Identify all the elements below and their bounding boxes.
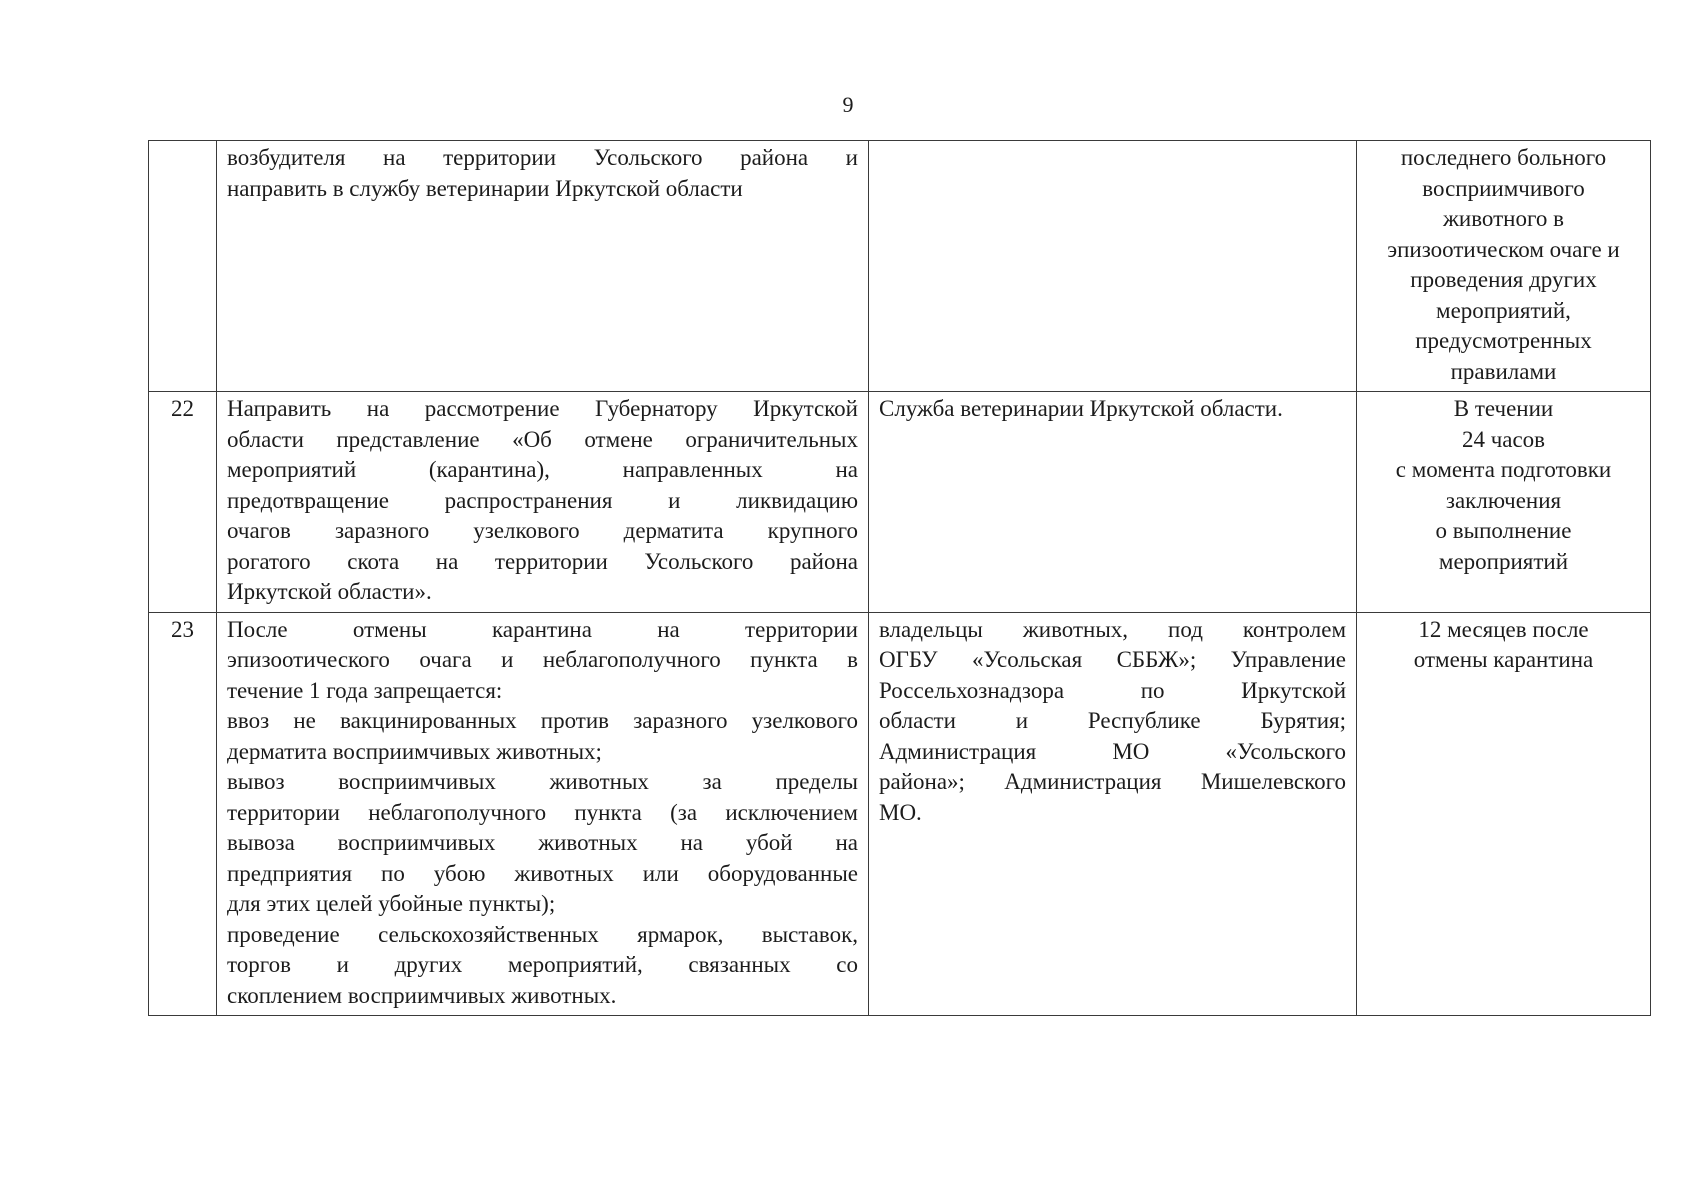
responsible-line: Россельхознадзора по Иркутской: [879, 677, 1346, 703]
responsible-line: области и Республике Бурятия;: [879, 708, 1346, 733]
term-line: предусмотренных: [1415, 328, 1592, 353]
action-line: территории неблагополучного пункта (за исключением: [227, 799, 858, 825]
term-line: 12 месяцев после: [1418, 616, 1589, 642]
row-number-cell: 23: [149, 612, 217, 1016]
responsible-line: ОГБУ «Усольская СББЖ»; Управление: [879, 647, 1346, 672]
action-line: эпизоотического очага и неблагополучного пункта в: [227, 647, 858, 672]
term-line: заключения: [1445, 487, 1562, 513]
term-line: В течении: [1453, 396, 1554, 421]
action-line: рогатого скота на территории Усольского района: [227, 548, 858, 574]
term-cell: [1357, 612, 1651, 1016]
row-number-cell: 22: [149, 392, 217, 613]
term-line: мероприятий: [1438, 548, 1569, 574]
action-line: ввоз не вакцинированных против заразного узелкового: [227, 708, 858, 733]
action-line: возбудителя на территории Усольского района и: [227, 145, 858, 170]
action-line: скоплением восприимчивых животных.: [227, 982, 617, 1008]
page-number: 9: [842, 92, 854, 117]
term-line: 24 часов: [1461, 426, 1546, 452]
responsible-cell: [869, 392, 1357, 613]
table-row-22: [149, 392, 1651, 613]
action-line: предприятия по убою животных или оборудованные: [227, 860, 858, 886]
action-line: вывоз восприимчивых животных за пределы: [227, 769, 858, 794]
action-line: торгов и других мероприятий, связанных со: [227, 952, 858, 977]
action-line: Направить на рассмотрение Губернатору Иркутской: [227, 396, 858, 421]
term-line: о выполнение: [1435, 518, 1572, 543]
action-line: области представление «Об отмене ограничительных: [227, 426, 858, 452]
action-line: вывоза восприимчивых животных на убой на: [227, 830, 858, 855]
action-line: течение 1 года запрещается:: [227, 677, 503, 703]
responsible-line: владельцы животных, под контролем: [879, 616, 1346, 642]
action-cell: [217, 392, 869, 613]
responsible-line: Служба ветеринарии Иркутской области.: [879, 396, 1283, 421]
responsible-cell: [869, 612, 1357, 1016]
responsible-line: Администрация МО «Усольского: [879, 738, 1346, 764]
action-line: для этих целей убойные пункты);: [227, 891, 556, 916]
term-cell: [1357, 141, 1651, 392]
action-line: Иркутской области».: [227, 579, 432, 604]
term-line: эпизоотическом очаге и: [1387, 236, 1620, 262]
responsible-line: района»; Администрация Мишелевского: [879, 769, 1346, 794]
term-line: проведения других: [1410, 267, 1597, 292]
action-line: проведение сельскохозяйственных ярмарок, выставок,: [227, 921, 858, 947]
term-line: отмены карантина: [1413, 647, 1594, 672]
responsible-cell: [869, 141, 1357, 392]
term-line: восприимчивого: [1422, 175, 1585, 201]
term-line: с момента подготовки: [1395, 457, 1612, 482]
action-line: направить в службу ветеринарии Иркутской области: [227, 175, 743, 201]
action-line: предотвращение распространения и ликвидацию: [227, 487, 858, 513]
action-cell: [217, 612, 869, 1016]
action-cell: [217, 141, 869, 392]
measures-table: [148, 140, 1651, 1016]
table-row-23: [149, 612, 1651, 1016]
action-line: После отмены карантина на территории: [227, 616, 858, 642]
action-line: мероприятий (карантина), направленных на: [227, 457, 858, 482]
responsible-line: МО.: [879, 799, 922, 825]
term-line: правилами: [1450, 358, 1557, 384]
term-cell: [1357, 392, 1651, 613]
action-line: очагов заразного узелкового дерматита крупного: [227, 518, 858, 543]
action-line: дерматита восприимчивых животных;: [227, 738, 602, 764]
row-number-cell: [149, 141, 217, 392]
term-line: мероприятий,: [1436, 297, 1571, 323]
term-line: животного в: [1443, 206, 1564, 231]
table-row-continuation: [149, 141, 1651, 392]
term-line: последнего больного: [1400, 145, 1607, 170]
